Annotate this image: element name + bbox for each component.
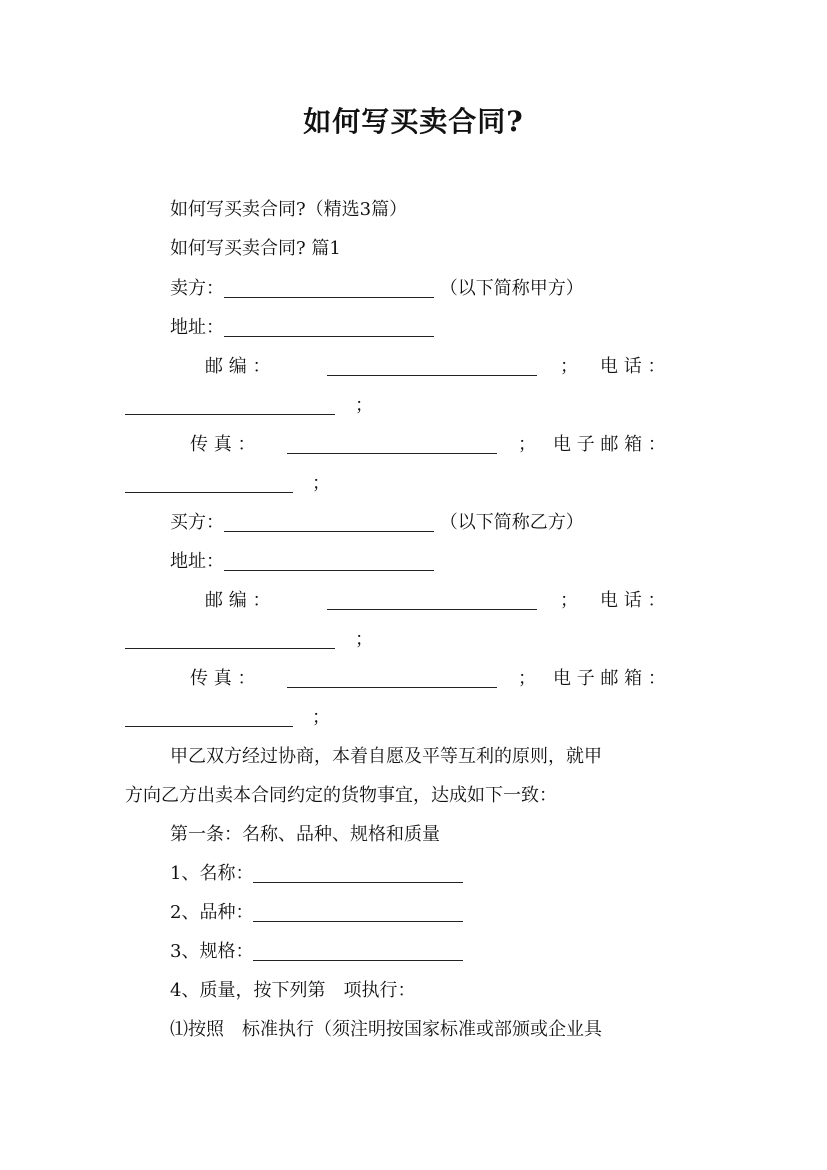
postcode-label: 邮 编 ： [205,590,271,611]
paragraph-line-2: 方向乙方出卖本合同约定的货物事宜，达成如下一致： [125,785,557,806]
address-blank [224,318,434,337]
address-label: 地址： [170,317,224,338]
item-spec-blank [253,942,463,961]
postcode-label: 邮 编 ： [205,356,271,377]
phone-label: 电 话 ： [600,356,666,377]
item-spec [170,939,463,965]
page-title: 如何写买卖合同? [303,105,524,138]
buyer-suffix: （以下简称乙方） [439,512,584,533]
item-name-label: 1、名称： [170,863,254,884]
email-label: 电 子 邮 箱 ： [553,434,666,455]
item-standard: ⑴按照 标准执行（须注明按国家标准或部颁或企业具 [170,1019,602,1040]
semicolon: ； [518,668,536,689]
semicolon: ； [560,356,578,377]
phone-blank [125,396,335,415]
semicolon: ； [355,395,373,416]
email-blank [125,474,293,493]
postcode-blank [327,591,537,610]
seller-line [170,276,584,302]
item-quality: 4、质量，按下列第 项执行： [170,980,416,1001]
item-variety-blank [253,903,463,922]
item-variety [170,900,463,926]
address-blank [224,552,434,571]
email-blank [125,708,293,727]
item-name [170,861,463,887]
subtitle: 如何写买卖合同?（精选3篇） [170,199,408,220]
fax-label: 传 真 ： [190,668,256,689]
address-label: 地址： [170,551,224,572]
seller-suffix: （以下简称甲方） [439,278,584,299]
seller-label: 卖方： [170,278,224,299]
paragraph-line-1: 甲乙双方经过协商，本着自愿及平等互利的原则，就甲 [170,746,602,767]
item-variety-label: 2、品种： [170,902,254,923]
part-heading: 如何写买卖合同? 篇1 [170,238,341,259]
semicolon: ； [355,629,373,650]
item-name-blank [253,864,463,883]
fax-blank [287,669,497,688]
buyer-blank [224,513,434,532]
email-label: 电 子 邮 箱 ： [553,668,666,689]
phone-label: 电 话 ： [600,590,666,611]
buyer-label: 买方： [170,512,224,533]
semicolon: ； [312,707,330,728]
article-heading: 第一条：名称、品种、规格和质量 [170,824,440,845]
postcode-blank [327,357,537,376]
buyer-line [170,510,584,536]
buyer-address-line [170,549,434,575]
item-spec-label: 3、规格： [170,941,254,962]
seller-address-line [170,315,434,341]
fax-label: 传 真 ： [190,434,256,455]
phone-blank [125,630,335,649]
fax-blank [287,435,497,454]
semicolon: ； [312,473,330,494]
semicolon: ； [560,590,578,611]
seller-blank [224,279,434,298]
semicolon: ； [518,434,536,455]
